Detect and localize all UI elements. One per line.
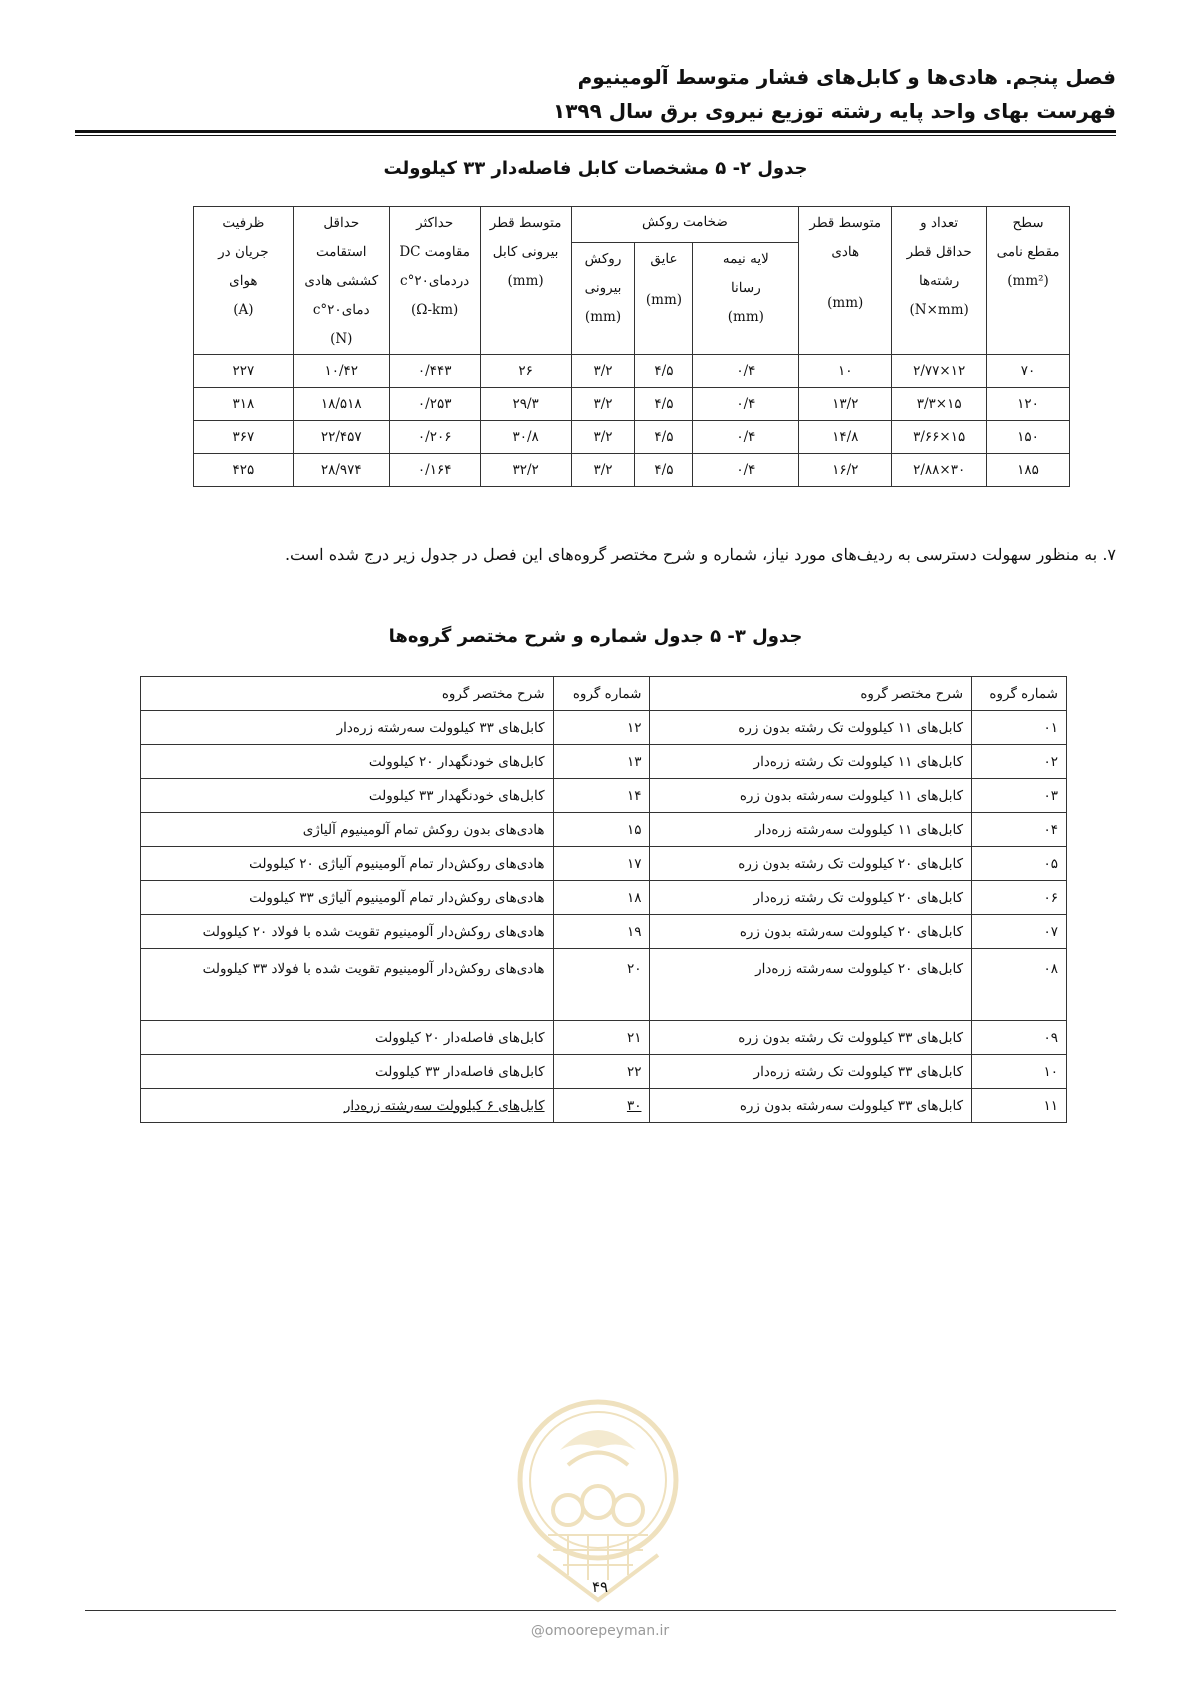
group-number: ۱۱ <box>972 1089 1067 1123</box>
cell: ۱۵×۳/۶۶ <box>892 421 987 454</box>
group-number: ۰۵ <box>972 847 1067 881</box>
header-outer-sheath: روکش بیرونی (mm) <box>571 243 635 355</box>
group-number: ۰۲ <box>972 745 1067 779</box>
cell: ۱۵۰ <box>987 421 1070 454</box>
group-description: کابل‌های ۲۰ کیلوولت تک رشته بدون زره <box>650 847 972 881</box>
group-description: کابل‌های ۶ کیلوولت سه‌رشته زره‌دار <box>141 1089 554 1123</box>
cell: ۳/۲ <box>571 421 635 454</box>
group-number: ۲۱ <box>553 1021 650 1055</box>
group-description: کابل‌های ۳۳ کیلوولت سه‌رشته زره‌دار <box>141 711 554 745</box>
table-row <box>128 421 1070 454</box>
cell: ۲۶ <box>480 355 571 388</box>
group-description: کابل‌های فاصله‌دار ۳۳ کیلوولت <box>141 1055 554 1089</box>
group-number: ۰۴ <box>972 813 1067 847</box>
cell: ۳۲/۲ <box>480 454 571 487</box>
cell: ۳/۲ <box>571 388 635 421</box>
header-air-current: ظرفیت جریان در هوای (A) <box>193 207 293 355</box>
group-description: کابل‌های خودنگهدار ۳۳ کیلوولت <box>141 779 554 813</box>
cell: ۰/۴ <box>693 454 799 487</box>
cell: ۴/۵ <box>635 421 693 454</box>
table-row <box>141 813 1067 847</box>
cell: ۰/۲۵۳ <box>389 388 480 421</box>
group-description: کابل‌های ۱۱ کیلوولت تک رشته بدون زره <box>650 711 972 745</box>
group-description: کابل‌های خودنگهدار ۲۰ کیلوولت <box>141 745 554 779</box>
cell: ۴/۵ <box>635 388 693 421</box>
table-row <box>141 1055 1067 1089</box>
group-description: کابل‌های ۱۱ کیلوولت تک رشته زره‌دار <box>650 745 972 779</box>
cell: ۳۶۷ <box>193 421 293 454</box>
publisher-seal-icon <box>508 1390 688 1610</box>
group-description: کابل‌های ۳۳ کیلوولت سه‌رشته بدون زره <box>650 1089 972 1123</box>
group-description: کابل‌های ۱۱ کیلوولت سه‌رشته زره‌دار <box>650 813 972 847</box>
cell: ۱۸/۵۱۸ <box>293 388 389 421</box>
group-number: ۰۸ <box>972 949 1067 1021</box>
table-row <box>141 1089 1067 1123</box>
header-conductor-diameter: متوسط قطر هادی (mm) <box>799 207 892 355</box>
cell: ۱۲×۲/۷۷ <box>892 355 987 388</box>
group-number: ۰۱ <box>972 711 1067 745</box>
cell: ۳/۲ <box>571 454 635 487</box>
cell: ۱۰ <box>799 355 892 388</box>
page-number: ۴۹ <box>591 1578 609 1596</box>
cell: ۴۲۵ <box>193 454 293 487</box>
group-description: هادی‌های روکش‌دار آلومینیوم تقویت شده با فولاد ۳۳ کیلوولت <box>141 949 554 1021</box>
cell: ۲۸/۹۷۴ <box>293 454 389 487</box>
table-row <box>141 847 1067 881</box>
specs-header-row <box>128 207 1070 243</box>
group-number: ۰۹ <box>972 1021 1067 1055</box>
group-description: هادی‌های روکش‌دار تمام آلومینیوم آلیاژی ۳۳ کیلوولت <box>141 881 554 915</box>
group-number: ۱۲ <box>553 711 650 745</box>
cell: ۱۲۰ <box>987 388 1070 421</box>
table-row <box>141 881 1067 915</box>
cell: ۱۸۵ <box>987 454 1070 487</box>
cell: ۱۴/۸ <box>799 421 892 454</box>
cell: ۰/۴ <box>693 388 799 421</box>
group-number: ۱۴ <box>553 779 650 813</box>
group-number: ۲۲ <box>553 1055 650 1089</box>
header-insulation: عایق (mm) <box>635 243 693 355</box>
cell: ۱۳/۲ <box>799 388 892 421</box>
table-row <box>141 1021 1067 1055</box>
footer-website: @omoorepeyman.ir <box>530 1623 670 1639</box>
header-cross-section: سطح مقطع نامی (mm²) <box>987 207 1070 355</box>
group-description: کابل‌های ۱۱ کیلوولت سه‌رشته بدون زره <box>650 779 972 813</box>
cell: ۳/۲ <box>571 355 635 388</box>
cell: ۱۶/۲ <box>799 454 892 487</box>
header-sheath-thickness: ضخامت روکش <box>571 207 799 243</box>
table-row <box>141 915 1067 949</box>
group-description: کابل‌های ۲۰ کیلوولت تک رشته زره‌دار <box>650 881 972 915</box>
cell: ۱۵×۳/۳ <box>892 388 987 421</box>
table-row <box>141 949 1067 1021</box>
cell: ۴/۵ <box>635 355 693 388</box>
cell: ۰/۴ <box>693 355 799 388</box>
group-description: هادی‌های روکش‌دار آلومینیوم تقویت شده با فولاد ۲۰ کیلوولت <box>141 915 554 949</box>
header-group-description: شرح مختصر گروه <box>141 677 554 711</box>
table-row <box>141 745 1067 779</box>
group-description: کابل‌های ۲۰ کیلوولت سه‌رشته زره‌دار <box>650 949 972 1021</box>
header-group-description: شرح مختصر گروه <box>650 677 972 711</box>
group-number: ۱۹ <box>553 915 650 949</box>
cell: ۱۰/۴۲ <box>293 355 389 388</box>
group-number: ۳۰ <box>553 1089 650 1123</box>
header-rule-thin <box>75 135 1116 136</box>
group-number: ۱۷ <box>553 847 650 881</box>
cell: ۴/۵ <box>635 454 693 487</box>
group-number: ۲۰ <box>553 949 650 1021</box>
table1-caption: جدول ۲- ۵ مشخصات کابل فاصله‌دار ۳۳ کیلوولت <box>383 158 808 179</box>
body-paragraph: ۷. به منظور سهولت دسترسی به ردیف‌های مورد نیاز، شماره و شرح مختصر گروه‌های این فصل در جدول زیر درج شده است. <box>284 545 1116 564</box>
group-number: ۱۳ <box>553 745 650 779</box>
page-header <box>75 60 1116 128</box>
table2-caption: جدول ۳- ۵ جدول شماره و شرح مختصر گروه‌ها <box>388 626 803 647</box>
header-group-number: شماره گروه <box>972 677 1067 711</box>
table-row <box>128 388 1070 421</box>
chapter-title: فصل پنجم. هادی‌ها و کابل‌های فشار متوسط آلومینیوم <box>577 65 1116 89</box>
group-number: ۱۰ <box>972 1055 1067 1089</box>
group-number: ۰۷ <box>972 915 1067 949</box>
header-group-number: شماره گروه <box>553 677 650 711</box>
footer-rule <box>85 1610 1116 1611</box>
cell: ۳۰×۲/۸۸ <box>892 454 987 487</box>
table-row <box>128 454 1070 487</box>
group-description: کابل‌های ۲۰ کیلوولت سه‌رشته بدون زره <box>650 915 972 949</box>
cell: ۰/۱۶۴ <box>389 454 480 487</box>
group-description: کابل‌های ۳۳ کیلوولت تک رشته زره‌دار <box>650 1055 972 1089</box>
groups-table <box>140 676 1067 1123</box>
cell: ۳۱۸ <box>193 388 293 421</box>
header-outer-diameter: متوسط قطر بیرونی کابل (mm) <box>480 207 571 355</box>
group-description: هادی‌های روکش‌دار تمام آلومینیوم آلیاژی ۲۰ کیلوولت <box>141 847 554 881</box>
cell: ۰/۲۰۶ <box>389 421 480 454</box>
group-description: کابل‌های فاصله‌دار ۲۰ کیلوولت <box>141 1021 554 1055</box>
groups-header-row <box>141 677 1067 711</box>
header-rule-thick <box>75 130 1116 133</box>
header-semicon: لایه نیمه رسانا (mm) <box>693 243 799 355</box>
group-number: ۰۶ <box>972 881 1067 915</box>
table-row <box>141 779 1067 813</box>
cell: ۰/۴ <box>693 421 799 454</box>
cable-specs-table <box>127 206 1070 487</box>
header-tensile-strength: حداقل استقامت کششی هادی دمای۲۰°c (N) <box>293 207 389 355</box>
group-description: کابل‌های ۳۳ کیلوولت تک رشته بدون زره <box>650 1021 972 1055</box>
cell: ۲۹/۳ <box>480 388 571 421</box>
group-number: ۱۵ <box>553 813 650 847</box>
cell: ۳۰/۸ <box>480 421 571 454</box>
cell: ۲۲۷ <box>193 355 293 388</box>
group-number: ۰۳ <box>972 779 1067 813</box>
cell: ۷۰ <box>987 355 1070 388</box>
table-row <box>128 355 1070 388</box>
group-description: هادی‌های بدون روکش تمام آلومینیوم آلیاژی <box>141 813 554 847</box>
table-row <box>141 711 1067 745</box>
cell: ۲۲/۴۵۷ <box>293 421 389 454</box>
cell: ۰/۴۴۳ <box>389 355 480 388</box>
header-strands: تعداد و حداقل قطر رشته‌ها (N×mm) <box>892 207 987 355</box>
document-title: فهرست بهای واحد پایه رشته توزیع نیروی برق سال ۱۳۹۹ <box>553 99 1116 123</box>
group-number: ۱۸ <box>553 881 650 915</box>
header-dc-resistance: حداکثر مقاومت DC دردمای۲۰°c (Ω-km) <box>389 207 480 355</box>
